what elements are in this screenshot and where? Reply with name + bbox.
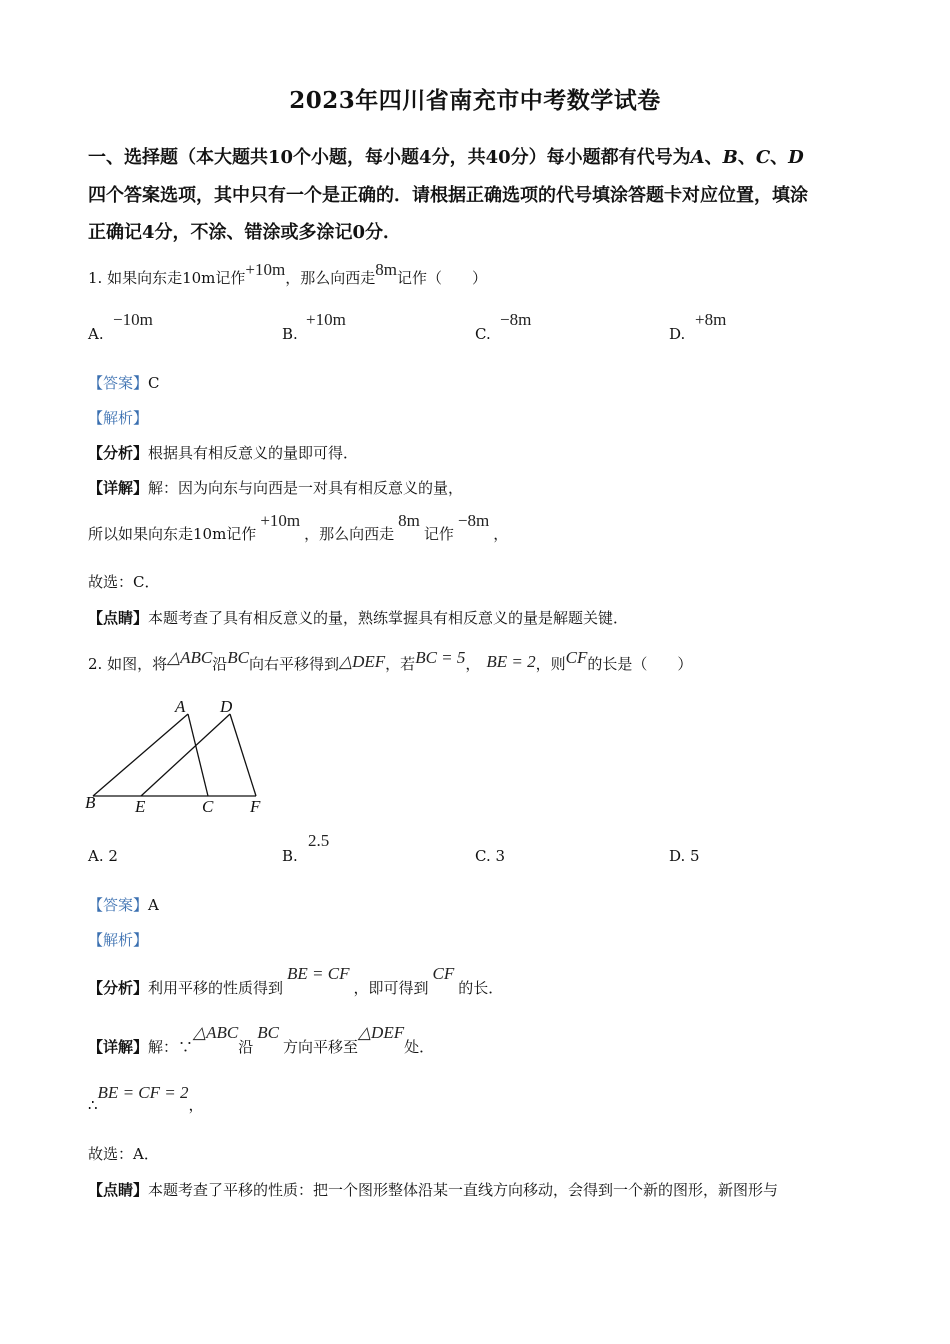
translation-figure: [80, 690, 280, 820]
q2-stem-math: △ABC: [167, 648, 213, 667]
q2-stem-math: BC: [227, 648, 250, 667]
comment-tag: 【点睛】: [88, 609, 149, 627]
q1-option-c-value: −8m: [500, 310, 532, 329]
q1-option-d-letter: D.: [669, 325, 686, 343]
q2-detail-text: 解：∵: [148, 1038, 194, 1056]
section-sep: 、: [737, 147, 756, 168]
answer-tag: 【答案】: [88, 374, 149, 392]
section-option-d: D: [788, 147, 804, 168]
q1-option-a-value: −10m: [113, 310, 153, 329]
section-option-b: B: [722, 147, 738, 168]
q2-stem-math: CF: [565, 648, 588, 667]
label-a: A: [175, 697, 186, 716]
q2-option-a-value: 2: [108, 847, 118, 865]
q1-stem-text: 记作（ ）: [396, 269, 487, 287]
q2-therefore-text: ，: [188, 1096, 204, 1114]
q1-detail2-math: +10m: [260, 511, 301, 530]
q1-detail2-text: ，: [493, 525, 509, 543]
q1-detail2-math: −8m: [457, 511, 490, 530]
q2-option-a: [88, 847, 118, 865]
q1-stem-text: ，那么向西走: [285, 269, 376, 287]
q2-stem-text: ，则: [535, 655, 566, 673]
detail-tag: 【详解】: [88, 479, 149, 497]
label-c: C: [202, 797, 214, 816]
q2-stem-text: 的长是（ ）: [587, 655, 693, 673]
detail-tag: 【详解】: [88, 1038, 149, 1056]
q2-detail-text: 处．: [404, 1038, 435, 1056]
section-header-line3: 正确记4分，不涂、错涂或多涂记0分．: [88, 222, 402, 243]
q1-analysis-text: 根据具有相反意义的量即可得．: [148, 444, 359, 462]
q1-detail-text: 解：因为向东与向西是一对具有相反意义的量，: [148, 479, 464, 497]
q1-option-d-value: +8m: [695, 310, 727, 329]
q2-answer-value: A: [148, 896, 159, 914]
q1-detail2-math: 8m: [398, 511, 420, 530]
q2-therefore-math: BE = CF = 2: [97, 1083, 189, 1102]
q2-analysis-text: ，即可得到: [353, 979, 429, 997]
q1-detail2-text: ，那么向西走: [304, 525, 395, 543]
segment-ab: [93, 714, 188, 796]
q1-analysis: [88, 442, 358, 463]
q2-comment: [88, 1179, 778, 1200]
q2-stem-text: ，若: [385, 655, 416, 673]
q1-option-b-letter: B.: [282, 325, 298, 343]
q1-comment-text: 本题考查了具有相反意义的量，熟练掌握具有相反意义的量是解题关键．: [148, 609, 629, 627]
q2-detail-math: BC: [257, 1023, 279, 1042]
q2-detail-math: △DEF: [357, 1023, 405, 1042]
q1-stem: [88, 260, 487, 288]
comment-tag: 【点睛】: [88, 1181, 149, 1199]
segment-ed: [141, 714, 230, 796]
q1-choose: 故选：C．: [88, 573, 160, 591]
segment-ac: [188, 714, 208, 796]
q1-detail: [88, 477, 463, 498]
q2-detail-text: 沿: [238, 1038, 254, 1056]
q2-option-d-letter: D.: [669, 847, 686, 865]
q1-stem-math: +10m: [245, 260, 286, 279]
section-sep: 、: [704, 147, 723, 168]
q2-stem: [88, 648, 693, 674]
q2-option-a-letter: A.: [88, 847, 104, 865]
section-sep: 、: [770, 147, 789, 168]
q2-detail-text: 方向平移至: [282, 1038, 358, 1056]
q1-answer: [88, 372, 160, 393]
q2-option-d-value: 5: [690, 847, 700, 865]
q2-detail-math: △ABC: [193, 1023, 239, 1042]
label-e: E: [135, 797, 146, 816]
analysis-tag: 【分析】: [88, 444, 149, 462]
q2-option-c-letter: C.: [475, 847, 491, 865]
label-b: B: [85, 793, 96, 812]
q1-option-c-letter: C.: [475, 325, 491, 343]
q2-option-d: [669, 847, 700, 865]
q2-therefore: [88, 1083, 204, 1115]
q2-analysis-text: 利用平移的性质得到: [148, 979, 284, 997]
q2-option-b-letter: B.: [282, 847, 298, 865]
q2-analysis-math: BE = CF: [287, 964, 350, 983]
section-option-c: C: [755, 147, 771, 168]
q2-comment-text: 本题考查了平移的性质：把一个图形整体沿某一直线方向移动，会得到一个新的图形，新图形与: [148, 1181, 779, 1199]
q2-stem-text: 沿: [212, 655, 228, 673]
q1-option-b-value: +10m: [306, 310, 346, 329]
q2-option-c: [475, 847, 505, 865]
q2-stem-text: 2. 如图，将: [88, 655, 168, 673]
q1-detail-line2: [88, 511, 509, 544]
q2-option-c-value: 3: [495, 847, 506, 865]
section-header-line1: [88, 143, 804, 169]
q2-stem-math: △DEF: [339, 652, 386, 671]
label-d: D: [220, 697, 233, 716]
page-title: 2023年四川省南充市中考数学试卷: [289, 87, 661, 114]
q1-option-a-letter: A.: [88, 325, 104, 343]
q1-stem-math: 8m: [375, 260, 397, 279]
q2-analysis: [88, 964, 504, 998]
q1-detail2-text: 所以如果向东走10m记作: [88, 525, 257, 543]
q1-detail2-text: 记作: [423, 525, 454, 543]
therefore-symbol: ∴: [88, 1096, 98, 1114]
q2-analysis-math: CF: [432, 964, 455, 983]
q1-jiexi-tag: 【解析】: [88, 409, 149, 427]
q2-jiexi-tag: 【解析】: [88, 931, 149, 949]
q1-answer-value: C: [148, 374, 160, 392]
q2-stem-math: BE = 2: [486, 652, 536, 671]
q1-comment: [88, 607, 628, 628]
label-f: F: [250, 797, 261, 816]
q2-detail: [88, 1023, 435, 1057]
q2-answer: [88, 894, 159, 915]
answer-tag: 【答案】: [88, 896, 149, 914]
segment-df: [230, 714, 256, 796]
q2-option-b-value: 2.5: [308, 831, 330, 850]
q2-analysis-text: 的长．: [458, 979, 504, 997]
q2-stem-text: ，: [465, 655, 481, 673]
q2-choose: 故选：A．: [88, 1145, 159, 1163]
section-option-a: A: [690, 147, 705, 168]
analysis-tag: 【分析】: [88, 979, 149, 997]
section-header-text: 一、选择题（本大题共10个小题，每小题4分，共40分）每小题都有代号为: [88, 147, 691, 168]
q2-stem-math: BC = 5: [415, 648, 466, 667]
section-header-line2: 四个答案选项，其中只有一个是正确的．请根据正确选项的代号填涂答题卡对应位置，填涂: [88, 185, 808, 206]
q1-stem-text: 1. 如果向东走10m记作: [88, 269, 246, 287]
q2-stem-text: 向右平移得到: [249, 655, 340, 673]
